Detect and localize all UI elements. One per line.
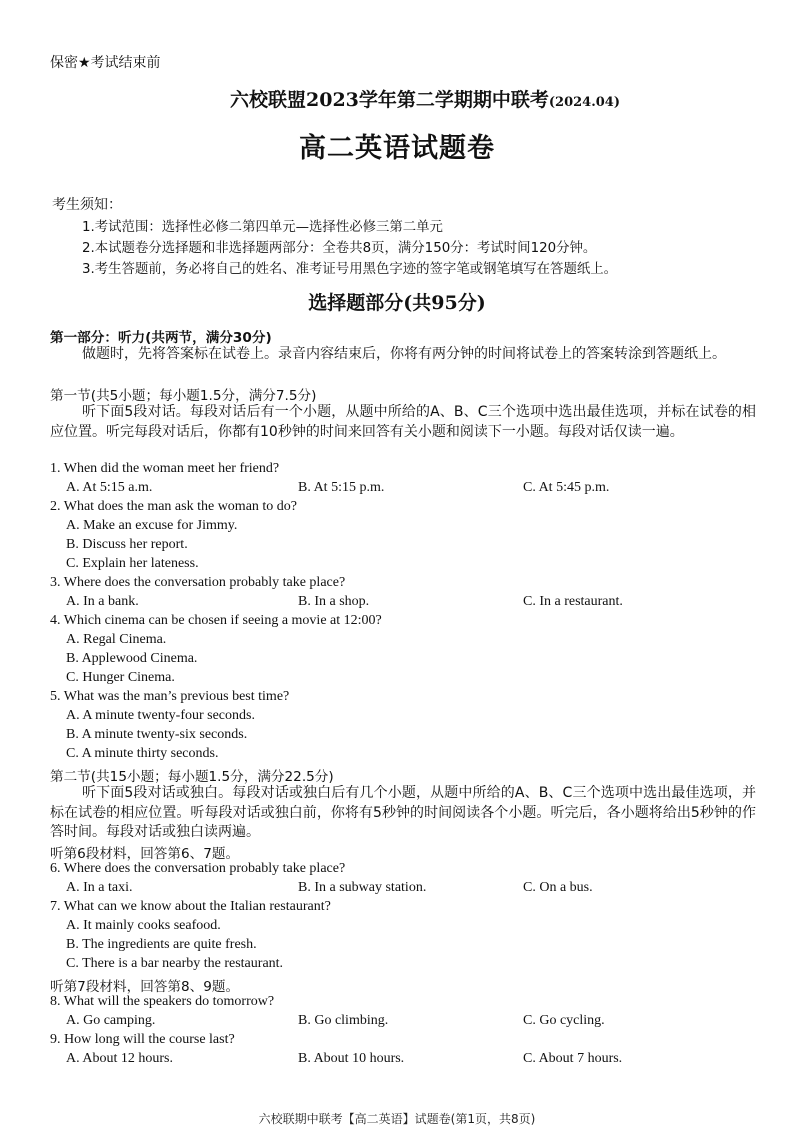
q2-option-c: C. Explain her lateness. [66,556,199,571]
notice-item: 1.考试范围：选择性必修二第四单元—选择性必修三第二单元 [82,220,443,235]
q5-option-b: B. A minute twenty-six seconds. [66,727,248,742]
q2-option-a: A. Make an excuse for Jimmy. [66,518,238,533]
section-title: 选择题部分(共95分) [308,292,486,314]
question-8: 8. What will the speakers do tomorrow? [50,994,275,1009]
part1-instructions: 做题时，先将答案标在试卷上。录音内容结束后，你将有两分钟的时间将试卷上的答案转涂到答题纸上。 [82,346,726,362]
question-6: 6. Where does the conversation probably take place? [50,861,346,876]
q3-option-b: B. In a shop. [298,594,370,609]
page-footer: 六校联期中联考【高二英语】试题卷(第1页，共8页) [258,1112,536,1126]
q5-option-c: C. A minute thirty seconds. [66,746,219,761]
q9-option-c: C. About 7 hours. [523,1051,623,1066]
section2-instructions: 听下面5段对话或独白。每段对话或独白后有几个小题，从题中所给的A、B、C三个选项中选出最佳选项，并标在试卷的相应位置。听每段对话或独白前，你将有5秒钟的时间阅读各个小题。听完后，各小题将给出5秒钟的作答时间。每段对话或独白读两遍。 [50,785,756,840]
section1-instructions: 听下面5段对话。每段对话后有一个小题，从题中所给的A、B、C三个选项中选出最佳选项，并标在试卷的相应位置。听完每段对话后，你都有10秒钟的时间来回答有关小题和阅读下一小题。每段对话仅读一遍。 [50,404,756,440]
question-9: 9. How long will the course last? [50,1032,235,1047]
notice-heading: 考生须知： [52,197,122,213]
exam-title [230,85,620,112]
question-4: 4. Which cinema can be chosen if seeing a movie at 12:00? [50,613,382,628]
q9-option-b: B. About 10 hours. [298,1051,405,1066]
notice-item: 3.考生答题前，务必将自己的姓名、准考证号用黑色字迹的签字笔或钢笔填写在答题纸上。 [82,262,618,277]
q7-option-b: B. The ingredients are quite fresh. [66,937,257,952]
material-6-label: 听第6段材料，回答第6、7题。 [50,846,240,862]
question-5: 5. What was the man’s previous best time? [50,689,290,704]
q8-option-c: C. Go cycling. [523,1013,605,1028]
material-7-label: 听第7段材料，回答第8、9题。 [50,979,240,995]
section2-heading: 第二节(共15小题；每小题1.5分，满分22.5分) [50,769,334,785]
q2-option-b: B. Discuss her report. [66,537,188,552]
question-2: 2. What does the man ask the woman to do? [50,499,298,514]
q1-option-c: C. At 5:45 p.m. [523,480,610,495]
question-1: 1. When did the woman meet her friend? [50,461,280,476]
q1-option-b: B. At 5:15 p.m. [298,480,385,495]
confidential-mark: 保密★考试结束前 [50,55,161,71]
question-7: 7. What can we know about the Italian restaurant? [50,899,331,914]
q5-option-a: A. A minute twenty-four seconds. [66,708,255,723]
question-3: 3. Where does the conversation probably take place? [50,575,346,590]
q7-option-c: C. There is a bar nearby the restaurant. [66,956,284,971]
q1-option-a: A. At 5:15 a.m. [66,480,153,495]
exam-title-text: 六校联盟2023学年第二学期期中联考 [230,89,549,111]
section1-heading: 第一节(共5小题；每小题1.5分，满分7.5分) [50,388,317,404]
q8-option-a: A. Go camping. [66,1013,156,1028]
q3-option-c: C. In a restaurant. [523,594,623,609]
q4-option-c: C. Hunger Cinema. [66,670,175,685]
q6-option-c: C. On a bus. [523,880,593,895]
q9-option-a: A. About 12 hours. [66,1051,173,1066]
notice-item: 2.本试题卷分选择题和非选择题两部分：全卷共8页，满分150分：考试时间120分钟。 [82,241,597,256]
subject-title: 高二英语试题卷 [299,133,495,164]
q6-option-a: A. In a taxi. [66,880,133,895]
q4-option-b: B. Applewood Cinema. [66,651,198,666]
exam-date: (2024.04) [548,95,620,110]
q8-option-b: B. Go climbing. [298,1013,389,1028]
q4-option-a: A. Regal Cinema. [66,632,167,647]
part1-heading: 第一部分：听力(共两节，满分30分) [50,330,272,346]
q3-option-a: A. In a bank. [66,594,139,609]
q7-option-a: A. It mainly cooks seafood. [66,918,221,933]
q6-option-b: B. In a subway station. [298,880,427,895]
